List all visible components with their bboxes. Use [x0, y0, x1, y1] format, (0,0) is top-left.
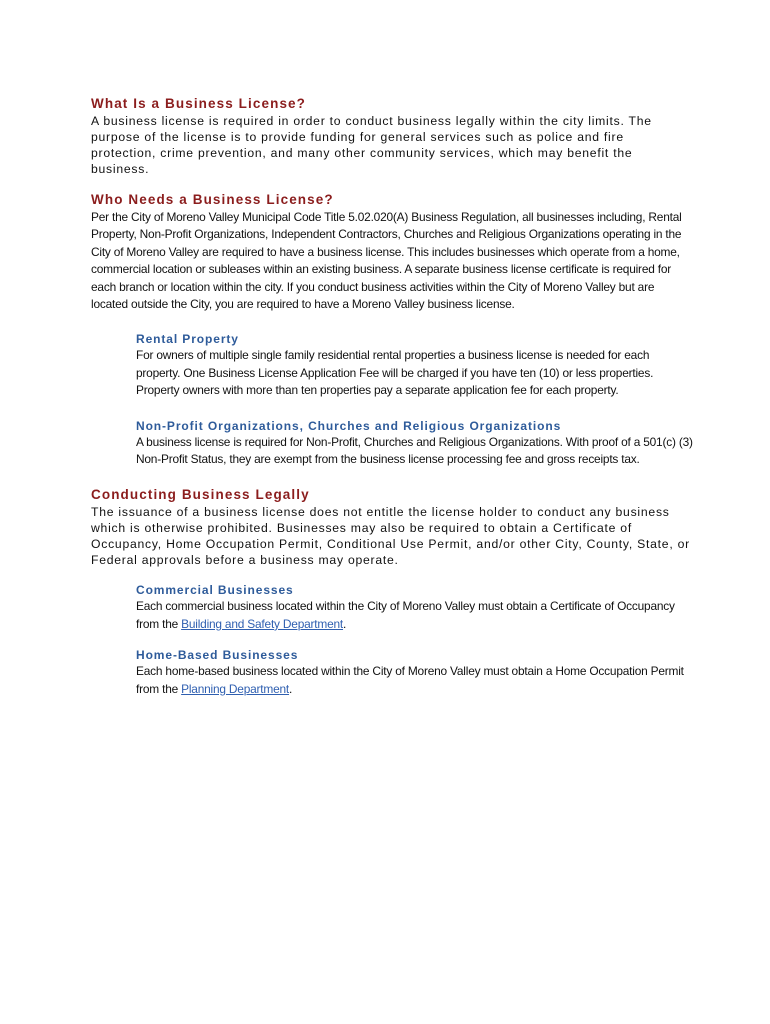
- planning-department-link[interactable]: Planning Department: [181, 681, 290, 696]
- subsection-commercial-businesses: [136, 582, 696, 633]
- section-conducting-business: [91, 486, 691, 698]
- paragraph-what-is-license: A business license is required in order to conduct business legally within the city limits. The purpose of the license is to provide funding for general services such as police and fire protection, crime prevention, and many other community services, which may benefit the business.: [91, 114, 652, 176]
- paragraph-non-profit: A business license is required for Non-Profit, Churches and Religious Organizations. With proof of a 501(c) (3) Non-Profit Status, they are exempt from the business license processing fee and gross receipts tax.: [136, 434, 693, 467]
- paragraph-rental-property: For owners of multiple single family residential rental properties a business license is needed for each property. One Business License Application Fee will be charged if you have ten (10) or less properties. Property owners with more than ten properties pay a separate application fee for each property.: [136, 348, 654, 398]
- building-and-safety-link[interactable]: Building and Safety Department: [181, 616, 344, 631]
- subheading-non-profit: Non-Profit Organizations, Churches and Religious Organizations: [136, 418, 562, 433]
- section-what-is-license: [91, 95, 691, 177]
- commercial-body-text: Each commercial business located within the City of Moreno Valley must obtain a Certificate of Occupancy from the: [136, 599, 675, 631]
- paragraph-who-needs-license: Per the City of Moreno Valley Municipal Code Title 5.02.020(A) Business Regulation, all businesses including, Rental Property, Non-Profit Organizations, Independent Contractors, Churches and Religious Organizations operating in the City of Moreno Valley are required to have a business license. This includes businesses which operate from a home, commercial location or subleases within an existing business. A separate business license certificate is required for each branch or location within the city. If you conduct business activities within the City of Moreno Valley but are located outside the City, you are required to have a Moreno Valley business license.: [91, 210, 682, 312]
- section-who-needs-license: [91, 191, 691, 468]
- subsection-rental-property: [136, 331, 696, 399]
- heading-conducting-business: Conducting Business Legally: [91, 487, 310, 503]
- paragraph-home-based-businesses: [136, 663, 696, 698]
- subsection-home-based-businesses: [136, 647, 696, 698]
- subheading-rental-property: Rental Property: [136, 332, 239, 347]
- home-body-text: Each home-based business located within the City of Moreno Valley must obtain a Home Occupation Permit from the: [136, 664, 684, 696]
- paragraph-commercial-businesses: [136, 598, 696, 633]
- paragraph-conducting-business: The issuance of a business license does not entitle the license holder to conduct any business which is otherwise prohibited. Businesses may also be required to obtain a Certificate of Occupancy, Home Occupation Permit, Conditional Use Permit, and/or other City, County, State, or Federal approvals before a business may operate.: [91, 505, 690, 568]
- subheading-home-based-businesses: Home-Based Businesses: [136, 648, 299, 663]
- subheading-commercial-businesses: Commercial Businesses: [136, 583, 294, 598]
- subsection-non-profit: [136, 418, 696, 469]
- document-page: [91, 95, 691, 698]
- heading-what-is-license: What Is a Business License?: [91, 96, 307, 111]
- home-body-end: .: [289, 681, 293, 696]
- commercial-body-end: .: [343, 616, 347, 631]
- heading-who-needs-license: Who Needs a Business License?: [91, 192, 334, 207]
